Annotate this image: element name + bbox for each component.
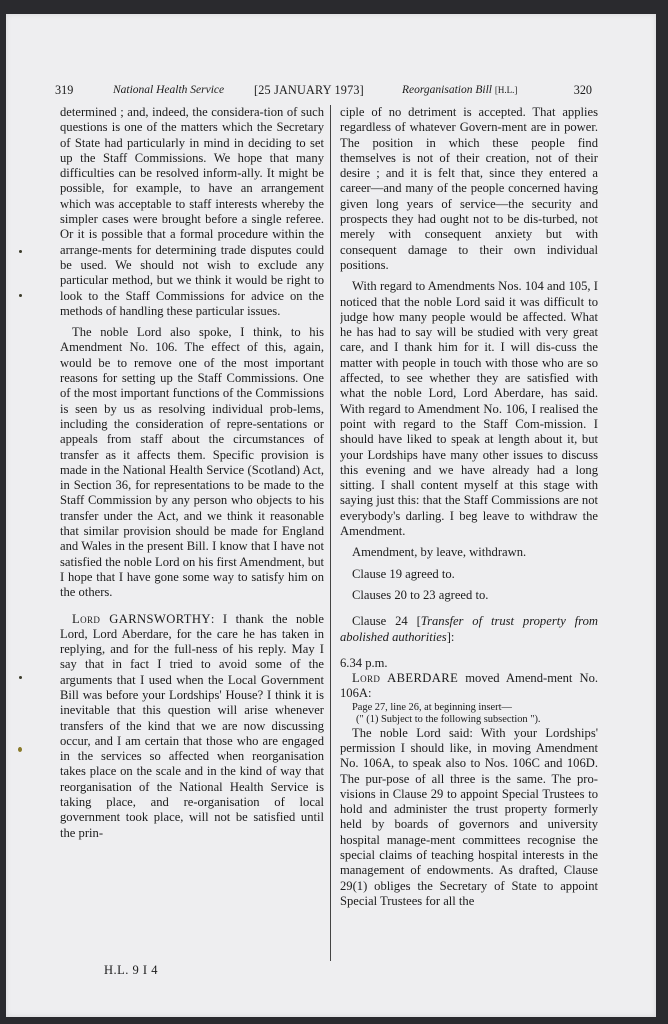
margin-dot (19, 294, 22, 297)
header-date: [25 JANUARY 1973] (254, 83, 364, 97)
header-house: [H.L.] (494, 85, 518, 95)
margin-dot (18, 747, 22, 752)
right-paragraph-3: The noble Lord said: With your Lordships' permission I should like, in moving Amendment No. 106A, to speak also to Nos. 106C and 106D. The pur-pose of all three is the same. The pro-visions in Clause 29 to appoint Special Trustees to hold and administer the trust property formerly held by boards of governors and university hospital manage-ment committees recognise the special claims of teaching hospital interests in the management of endowments. As drafted, Clause 29(1) obliges the Secretary of State to appoint Special Trustees for all the (340, 725, 598, 908)
running-header (55, 82, 592, 98)
right-paragraph-1: ciple of no detriment is accepted. That applies regardless of whatever Govern-ment are in power. The position in which these people find themselves is not of their creation, not of their desire ; and it is felt that, since they entered a career—and many of the people concerned having given long years of service—the security and prospects they had ought not to be dis-turbed, not merely with consequent anxiety but with consequent damage to their own individual positions. (340, 105, 598, 272)
amendment-text-line-2: (" (1) Subject to the following subsection "). (356, 713, 541, 725)
page-footer: H.L. 9 I 4 (104, 963, 158, 977)
header-bill-name: Reorganisation Bill (402, 84, 492, 96)
left-column (60, 105, 324, 965)
amendment-text-line-1: Page 27, line 26, at beginning insert— (352, 701, 512, 713)
clause-24-heading (340, 614, 598, 645)
aberdare-moves (340, 671, 598, 702)
clauses-20-23-agreed: Clauses 20 to 23 agreed to. (352, 587, 489, 602)
margin-dot (19, 676, 22, 679)
page-number-right: 320 (573, 83, 592, 97)
clause-24-tail: ]: (446, 629, 455, 644)
time-stamp: 6.34 p.m. (340, 655, 388, 670)
clause-19-agreed: Clause 19 agreed to. (352, 566, 455, 581)
amendment-withdrawn: Amendment, by leave, withdrawn. (352, 545, 527, 560)
clause-24-lead: Clause 24 [ (352, 614, 421, 629)
header-right-title (402, 82, 517, 98)
margin-dot (19, 250, 22, 253)
clause-24-title: Transfer of trust property from abolished authorities (340, 614, 598, 644)
aberdare-moved-text: moved Amend-ment No. 106A: (340, 671, 598, 701)
left-paragraph-2: The noble Lord also spoke, I think, to his Amendment No. 106. The effect of this, again, would be to remove one of the most important reasons for setting up the Staff Commissions. One of the most important functions of the Commissions is seen by us as resolving individual prob-lems, including the consideration of repre-sentations or appeals from staff about the circumstances of transfer as it affects them. Specific provision is made in the National Health Service (Scotland) Act, in Section 36, for representations to be made to the Staff Commission by any person who objects to his transfer under the Act, and we think it reasonable that similar provision should be made for England and Wales in the present Bill. I know that I have not satisfied the noble Lord on his first Amendment, but I hope that I have gone some way to satisfy him on the others. (60, 325, 324, 600)
left-paragraph-3 (60, 612, 324, 841)
right-column (340, 105, 598, 965)
speaker-garnsworthy: Lord GARNSWORTHY (72, 611, 211, 626)
column-divider (330, 105, 331, 961)
page-number-left: 319 (55, 83, 74, 97)
right-paragraph-2: With regard to Amendments Nos. 104 and 105, I noticed that the noble Lord said it was difficult to judge how many people would be affected. What he has had to say will be studied with very great care, and I thank him for it. I will dis-cuss the matter with people in touch with those who are so affected, to see whether they are satisfied with what the noble Lord, Lord Aberdare, has said. With regard to Amendment No. 106, I realised the point with regard to the Staff Com-mission. I should have liked to speak at length about it, but your Lordships have many other issues to discuss this evening and we have already had a long sitting. I shall content myself at this stage with saying just this: that the Staff Commissions are not everybody's darling. I beg leave to withdraw the Amendment. (340, 279, 598, 539)
speaker-aberdare: Lord ABERDARE (352, 671, 459, 686)
header-left-title: National Health Service (113, 84, 225, 96)
document-page (6, 14, 656, 1017)
garnsworthy-speech: : I thank the noble Lord, Lord Aberdare, for the care he has taken in replying, and for the full-ness of his reply. May I say that in fact I tried to avoid some of the arguments that I used when the Local Government Bill was before your Lordships' House? I think it is inevitable that this question will arise whenever transfers of the kind that we are now discussing occur, and I am certain that those who are engaged in the services so affected when reorganisation takes place on the scale and in the kind of way that reorganisation of the National Health Service is taking place, and re-organisation of local government took place, will not be satisfied until the prin- (60, 611, 324, 840)
left-paragraph-1: determined ; and, indeed, the considera-tion of such questions is one of the matters which the Secretary of State had particularly in mind in deciding to set up the Staff Commissions. We hope that many difficulties can be resolved inform-ally. It might be possible, for example, to have an arrangement which was acceptable to staff interests whereby the simpler cases were brought before a single referee. Or it is possible that a formal procedure within the arrange-ments for determining trade disputes could be used. We should not wish to exclude any particular method, but we think it would be right to look to the Staff Commissions for advice on the methods of handling these particular issues. (60, 105, 324, 318)
